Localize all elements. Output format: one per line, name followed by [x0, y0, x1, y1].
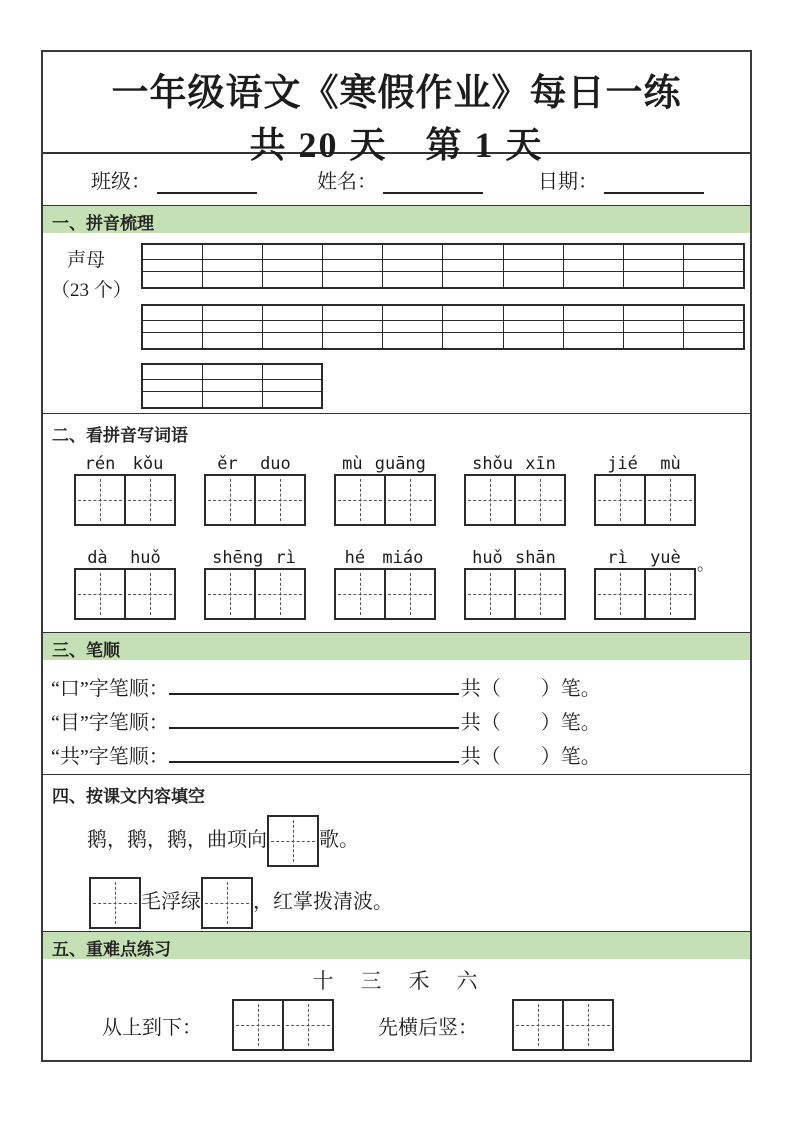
writing-grid [204, 568, 306, 620]
pinyin-cell [323, 272, 383, 289]
writing-grid [594, 474, 696, 526]
pinyin-cell [202, 272, 262, 289]
word-group [464, 450, 564, 529]
writing-grid-cell [384, 476, 434, 524]
pinyin-syllable: rì [275, 548, 296, 568]
pinyin-cell [684, 321, 744, 333]
pinyin-cell [443, 333, 503, 350]
pinyin-cell [563, 260, 623, 272]
writing-grid [464, 568, 566, 620]
stroke-order-row [51, 672, 750, 700]
grid-row [142, 305, 744, 321]
word-group [74, 544, 174, 623]
pinyin-cell [262, 244, 322, 260]
stroke-order-label: “目”字笔顺： [51, 712, 169, 734]
pinyin-cell [142, 272, 202, 289]
pinyin-syllable: jié [607, 454, 638, 474]
period-mark: 。 [697, 555, 714, 574]
writing-grid-cell [206, 570, 254, 618]
initials-count-label: （23 个） [51, 280, 132, 301]
writing-grid-cell [562, 1001, 612, 1049]
writing-grid-cell [514, 1001, 562, 1049]
answer-blank [169, 708, 459, 729]
grid-row [142, 272, 744, 289]
pinyin-cell [262, 333, 322, 350]
section2 [43, 413, 750, 632]
pinyin-cell [262, 260, 322, 272]
writing-grid [512, 999, 614, 1051]
poem-text: ，红掌拨清波。 [253, 891, 393, 913]
pinyin-syllable: xīn [525, 454, 556, 474]
pinyin-cell [563, 244, 623, 260]
pinyin-four-line-grid-3 [141, 363, 323, 409]
pinyin-syllable: shǒu [472, 454, 514, 474]
pinyin-label [74, 544, 174, 568]
writing-grid-cell [336, 476, 384, 524]
word-row-2 [43, 544, 750, 622]
pinyin-cell [383, 333, 443, 350]
pinyin-syllable: huǒ [472, 548, 503, 568]
pinyin-label [464, 544, 564, 568]
pinyin-cell [262, 272, 322, 289]
section4 [43, 774, 750, 931]
pinyin-cell [624, 244, 684, 260]
writing-grid [464, 474, 566, 526]
pinyin-cell [503, 260, 563, 272]
grid-row [142, 244, 744, 260]
name-label: 姓名： [317, 171, 377, 193]
pinyin-label [74, 450, 174, 474]
grid-row [142, 392, 322, 409]
rule-label-top-to-bottom: 从上到下： [102, 1016, 202, 1039]
pinyin-cell [503, 321, 563, 333]
writing-grid-cell [206, 476, 254, 524]
date-label: 日期： [538, 171, 598, 193]
pinyin-cell [262, 392, 322, 409]
writing-grid-cell [91, 879, 139, 927]
pinyin-cell [624, 333, 684, 350]
pinyin-cell [202, 333, 262, 350]
word-group [204, 544, 304, 623]
page-title-line1: 一年级语文《寒假作业》每日一练 [111, 73, 682, 114]
pinyin-syllable: hé [344, 548, 366, 568]
pinyin-cell [202, 244, 262, 260]
grid-row [142, 364, 322, 380]
pinyin-cell [323, 321, 383, 333]
initials-label: 声母 [67, 250, 106, 271]
pinyin-four-line-grid-2 [141, 304, 745, 350]
pinyin-cell [142, 321, 202, 333]
writing-grid-cell [76, 476, 124, 524]
grid-row [142, 260, 744, 272]
pinyin-label [204, 450, 304, 474]
word-group [334, 544, 434, 623]
pinyin-cell [142, 380, 202, 392]
poem-line-2 [89, 876, 750, 928]
pinyin-cell [202, 260, 262, 272]
fill-in-box [267, 815, 319, 867]
pinyin-cell [503, 333, 563, 350]
pinyin-cell [323, 305, 383, 321]
pinyin-syllable: duo [260, 454, 291, 474]
section3-header: 三、笔顺 [43, 633, 750, 660]
section3 [43, 632, 750, 768]
pinyin-cell [563, 272, 623, 289]
pinyin-syllable: rì [607, 548, 628, 568]
pinyin-cell [383, 244, 443, 260]
writing-grid-cell [644, 570, 694, 618]
pinyin-cell [624, 305, 684, 321]
pinyin-cell [202, 321, 262, 333]
pinyin-label [334, 544, 434, 568]
stroke-order-row [51, 706, 750, 734]
writing-grid [334, 474, 436, 526]
class-label: 班级： [91, 171, 151, 193]
section2-header: 二、看拼音写词语 [52, 426, 188, 445]
pinyin-cell [443, 260, 503, 272]
pinyin-cell [684, 333, 744, 350]
stroke-count-label: 共（ ）笔。 [460, 712, 601, 734]
pinyin-cell [684, 305, 744, 321]
stroke-order-label: “口”字笔顺： [51, 678, 169, 700]
pinyin-label [334, 450, 434, 474]
stroke-count-label: 共（ ）笔。 [460, 746, 601, 768]
writing-grid-cell [269, 817, 317, 865]
pinyin-cell [443, 305, 503, 321]
pinyin-cell [262, 305, 322, 321]
pinyin-cell [142, 333, 202, 350]
writing-grid-cell [203, 879, 251, 927]
writing-grid [232, 999, 334, 1051]
pinyin-syllable: huǒ [130, 548, 161, 568]
answer-blank [169, 674, 459, 695]
pinyin-cell [262, 321, 322, 333]
pinyin-cell [383, 272, 443, 289]
writing-grid [74, 568, 176, 620]
pinyin-cell [262, 380, 322, 392]
pinyin-label [464, 450, 564, 474]
writing-grid-cell [124, 570, 174, 618]
section1-content [43, 233, 750, 413]
pinyin-cell [383, 260, 443, 272]
stroke-order-row [51, 740, 750, 768]
poem-text: 鹅，鹅，鹅，曲项向 [87, 829, 267, 851]
pinyin-syllable: mù [342, 454, 363, 474]
pinyin-cell [684, 260, 744, 272]
pinyin-cell [383, 305, 443, 321]
class-blank [157, 170, 257, 194]
pinyin-syllable: rén [84, 454, 116, 474]
pinyin-cell [142, 260, 202, 272]
pinyin-syllable: yuè [650, 548, 681, 568]
pinyin-cell [503, 272, 563, 289]
pinyin-cell [323, 260, 383, 272]
writing-grid-cell [254, 570, 304, 618]
writing-grid-cell [596, 570, 644, 618]
word-row-1 [43, 450, 750, 528]
writing-grid-cell [76, 570, 124, 618]
writing-grid-cell [124, 476, 174, 524]
pinyin-cell [202, 392, 262, 409]
pinyin-syllable: dà [87, 548, 108, 568]
writing-grid-cell [514, 570, 564, 618]
pinyin-syllable: mù [660, 454, 681, 474]
poem-text: 毛浮绿 [141, 891, 201, 913]
answer-blank [169, 742, 459, 763]
fill-in-box [89, 877, 141, 929]
pinyin-cell [262, 364, 322, 380]
word-group [74, 450, 174, 529]
pinyin-cell [142, 244, 202, 260]
pinyin-label [594, 450, 694, 474]
writing-grid-cell [282, 1001, 332, 1049]
pinyin-cell [142, 364, 202, 380]
pinyin-cell [202, 380, 262, 392]
pinyin-cell [503, 244, 563, 260]
word-group [594, 544, 714, 623]
writing-grid-cell [596, 476, 644, 524]
writing-grid-cell [514, 476, 564, 524]
pinyin-cell [383, 321, 443, 333]
writing-grid [204, 474, 306, 526]
pinyin-cell [624, 321, 684, 333]
pinyin-cell [563, 305, 623, 321]
pinyin-label [204, 544, 304, 568]
name-blank [383, 170, 483, 194]
pinyin-cell [443, 244, 503, 260]
stroke-order-label: “共”字笔顺： [51, 746, 169, 768]
date-blank [604, 170, 704, 194]
pinyin-cell [503, 305, 563, 321]
writing-grid [74, 474, 176, 526]
pinyin-cell [202, 364, 262, 380]
grid-row [142, 380, 322, 392]
worksheet-page [41, 50, 752, 1062]
pinyin-cell [202, 305, 262, 321]
word-group [464, 544, 564, 623]
pinyin-cell [323, 333, 383, 350]
pinyin-syllable: shān [514, 548, 556, 568]
grid-row [142, 333, 744, 350]
pinyin-cell [443, 272, 503, 289]
writing-grid-cell [234, 1001, 282, 1049]
word-group [594, 450, 694, 529]
pinyin-syllable: ěr [217, 454, 238, 474]
stroke-count-label: 共（ ）笔。 [460, 678, 601, 700]
pinyin-cell [624, 272, 684, 289]
pinyin-cell [684, 272, 744, 289]
page-title-line2: 共 20 天 第 1 天 [249, 125, 544, 165]
poem-line-1 [87, 814, 750, 866]
rule-label-horizontal-first: 先横后竖： [378, 1016, 478, 1039]
pinyin-cell [142, 392, 202, 409]
writing-grid-cell [336, 570, 384, 618]
pinyin-cell [624, 260, 684, 272]
fill-in-box [201, 877, 253, 929]
pinyin-cell [142, 305, 202, 321]
writing-grid-cell [466, 476, 514, 524]
pinyin-cell [563, 321, 623, 333]
pinyin-syllable: miáo [382, 548, 424, 568]
pinyin-four-line-grid-1 [141, 243, 745, 289]
pinyin-cell [323, 244, 383, 260]
pinyin-syllable: kǒu [132, 454, 164, 474]
section4-header: 四、按课文内容填空 [52, 787, 205, 806]
word-group [204, 450, 304, 529]
poem-text: 歌。 [319, 829, 359, 851]
writing-grid [334, 568, 436, 620]
section5 [43, 931, 750, 1064]
pinyin-syllable: guāng [374, 454, 426, 474]
pinyin-syllable: shēng [212, 548, 264, 568]
writing-grid-cell [254, 476, 304, 524]
section1-header: 一、拼音梳理 [43, 206, 750, 233]
section5-header: 五、重难点练习 [43, 932, 750, 959]
writing-grid-cell [466, 570, 514, 618]
practice-characters: 十 三 禾 六 [312, 969, 481, 993]
writing-grid-cell [384, 570, 434, 618]
practice-row [43, 999, 750, 1051]
writing-grid [594, 568, 696, 620]
pinyin-label [594, 544, 694, 568]
word-group [334, 450, 434, 529]
pinyin-cell [443, 321, 503, 333]
pinyin-cell [563, 333, 623, 350]
writing-grid-cell [644, 476, 694, 524]
title-block [43, 52, 750, 165]
pinyin-cell [684, 244, 744, 260]
grid-row [142, 321, 744, 333]
